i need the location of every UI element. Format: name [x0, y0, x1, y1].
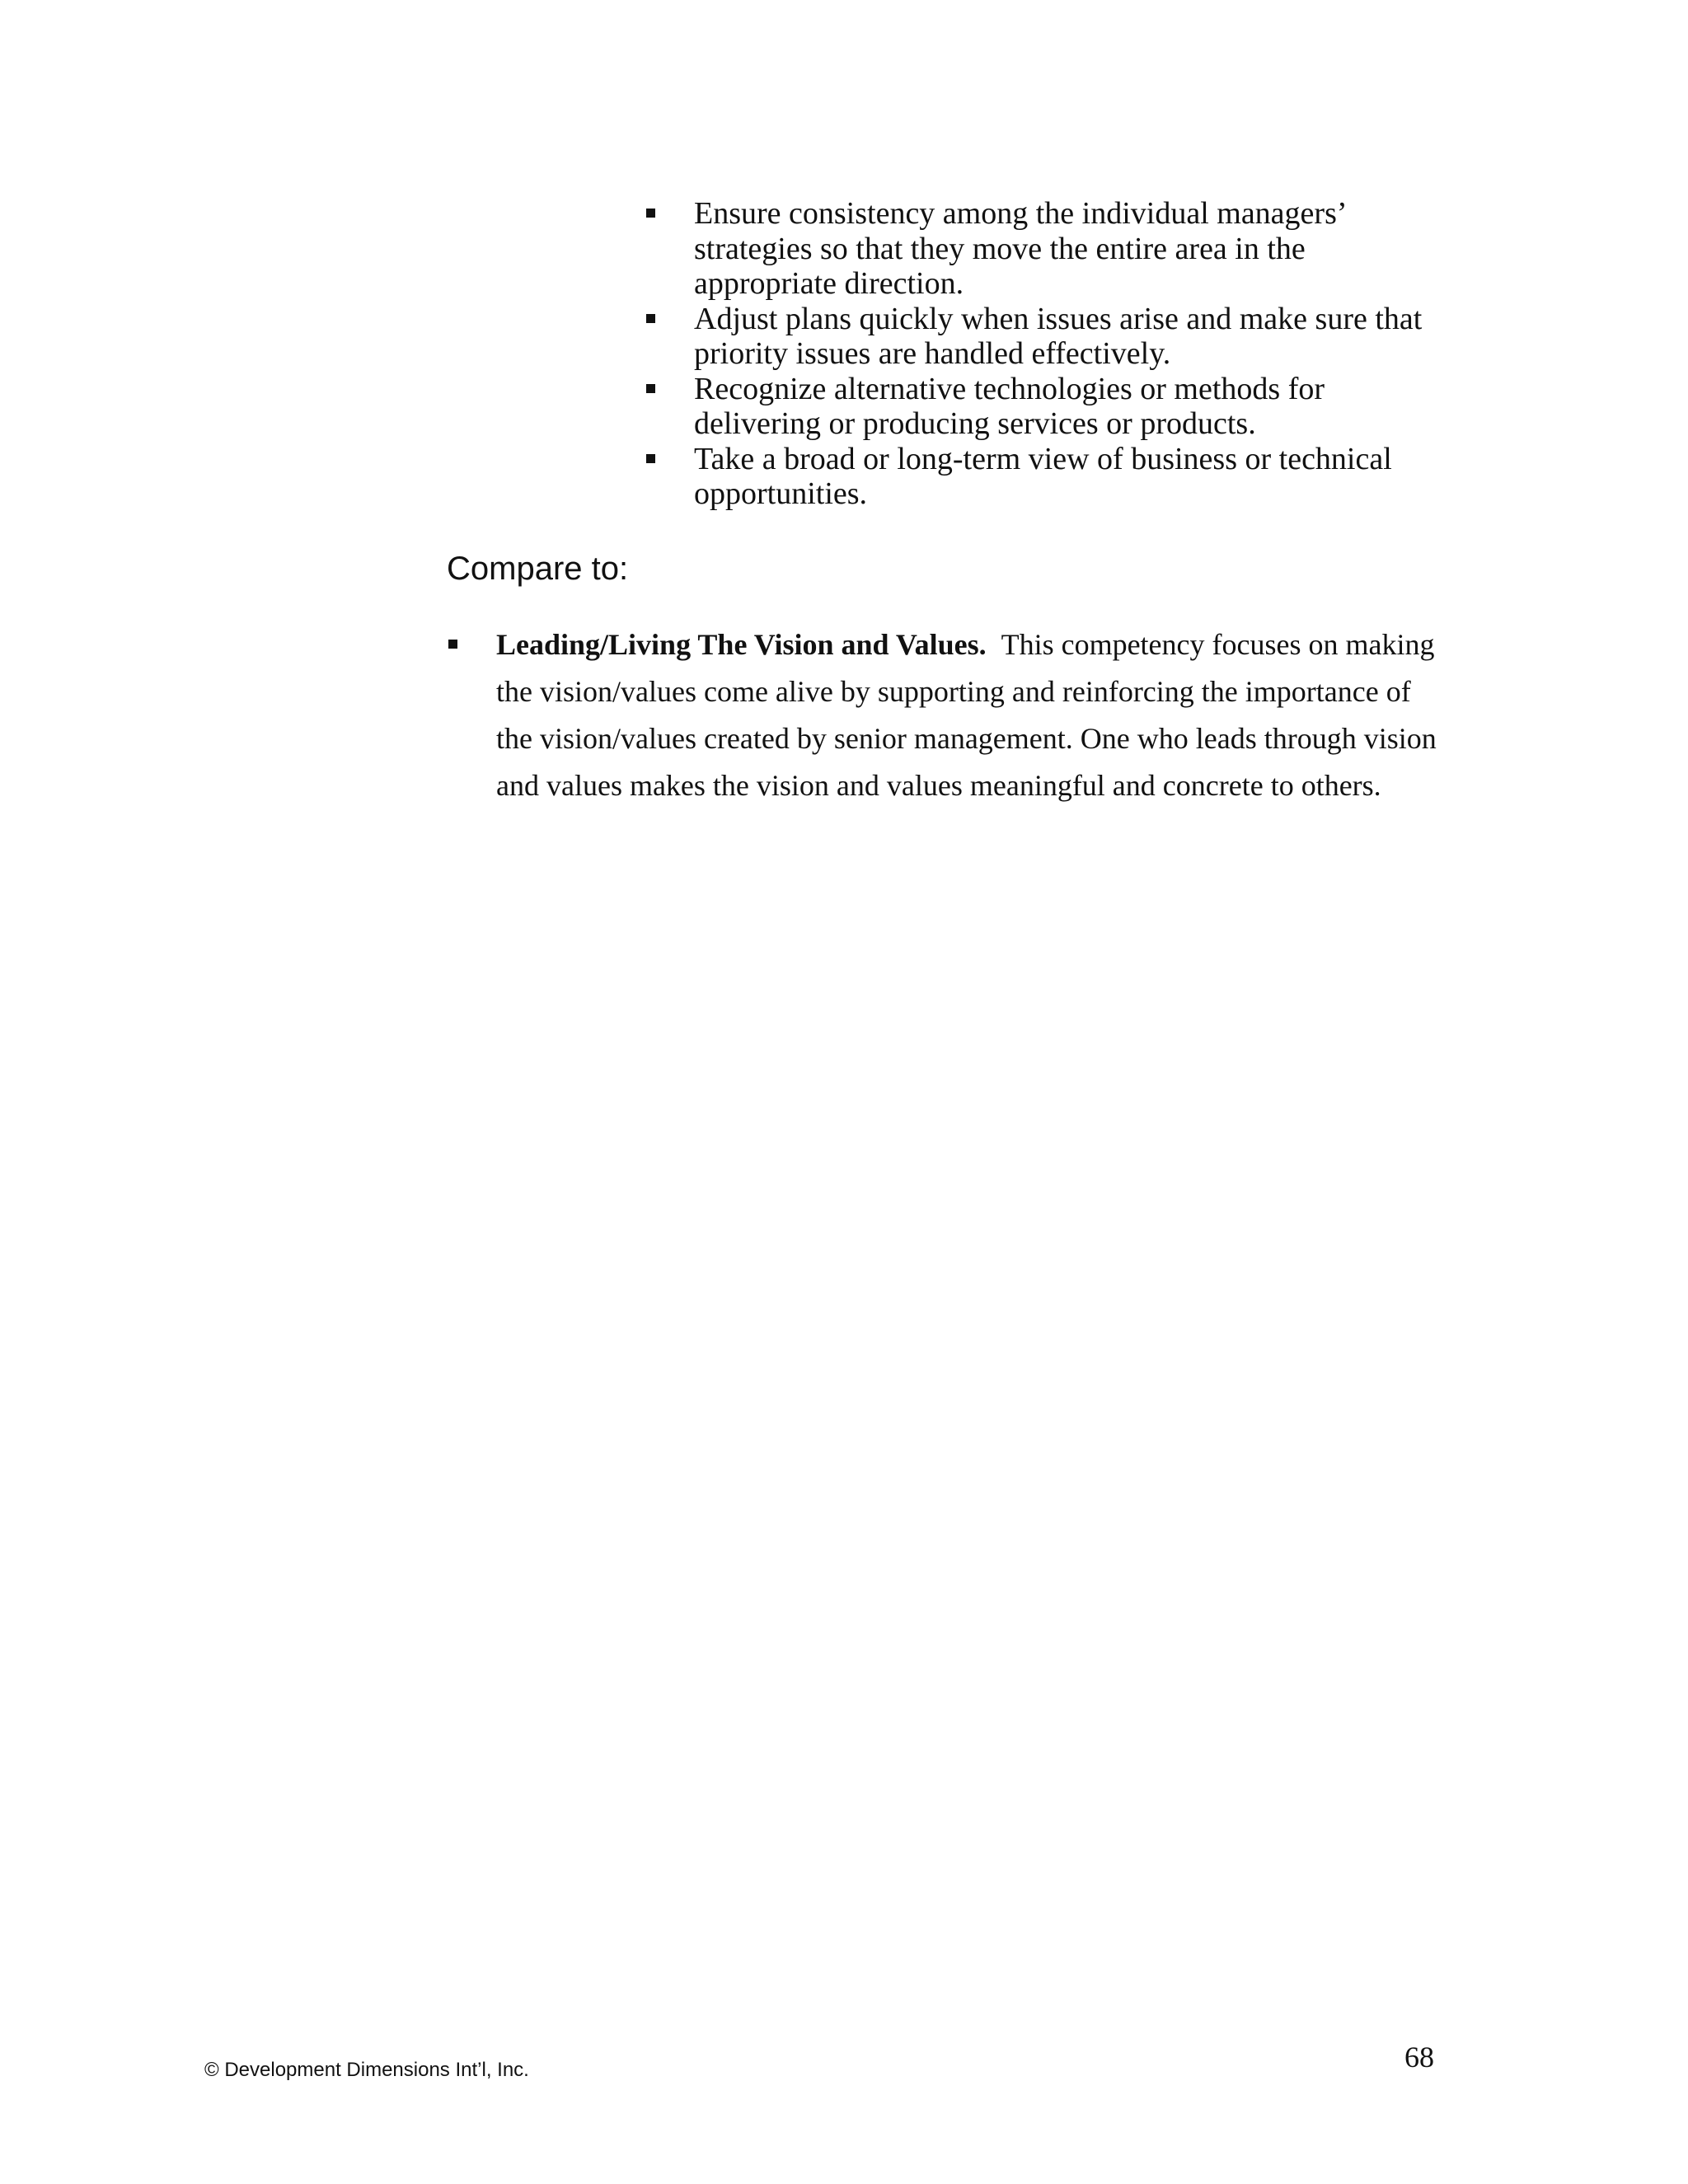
square-bullet-icon — [448, 640, 457, 649]
bullet-text: Take a broad or long-term view of business or technical opportunities. — [694, 441, 1392, 511]
copyright-footer: © Development Dimensions Int’l, Inc. — [204, 2059, 529, 2081]
compare-heading: Compare to: — [447, 551, 629, 587]
bullet-text: Adjust plans quickly when issues arise and make sure that priority issues are handled effectively. — [694, 301, 1423, 371]
bullet-text: Ensure consistency among the individual managers’ strategies so that they move the entire area in the appropriate direction. — [694, 196, 1345, 301]
list-item — [643, 196, 1451, 302]
list-item — [643, 372, 1451, 442]
behavior-bullet-list — [643, 196, 1451, 512]
bullet-text: Recognize alternative technologies or methods for delivering or producing services or products. — [694, 371, 1325, 441]
square-bullet-icon — [646, 209, 655, 218]
square-bullet-icon — [646, 384, 655, 393]
square-bullet-icon — [646, 314, 655, 323]
list-item — [643, 302, 1451, 372]
compare-item — [445, 621, 1451, 809]
competency-title: Leading/Living The Vision and Values. — [496, 628, 987, 661]
square-bullet-icon — [646, 454, 655, 463]
competency-description: This competency focuses on making the vision/values come alive by supporting and reinforcing the importance of the vision/values created by senior management. One who leads through vision and values makes the vision and values meaningful and concrete to others. — [496, 628, 1437, 802]
compare-list — [445, 621, 1451, 809]
page-number: 68 — [1404, 2041, 1434, 2074]
list-item — [643, 442, 1451, 512]
